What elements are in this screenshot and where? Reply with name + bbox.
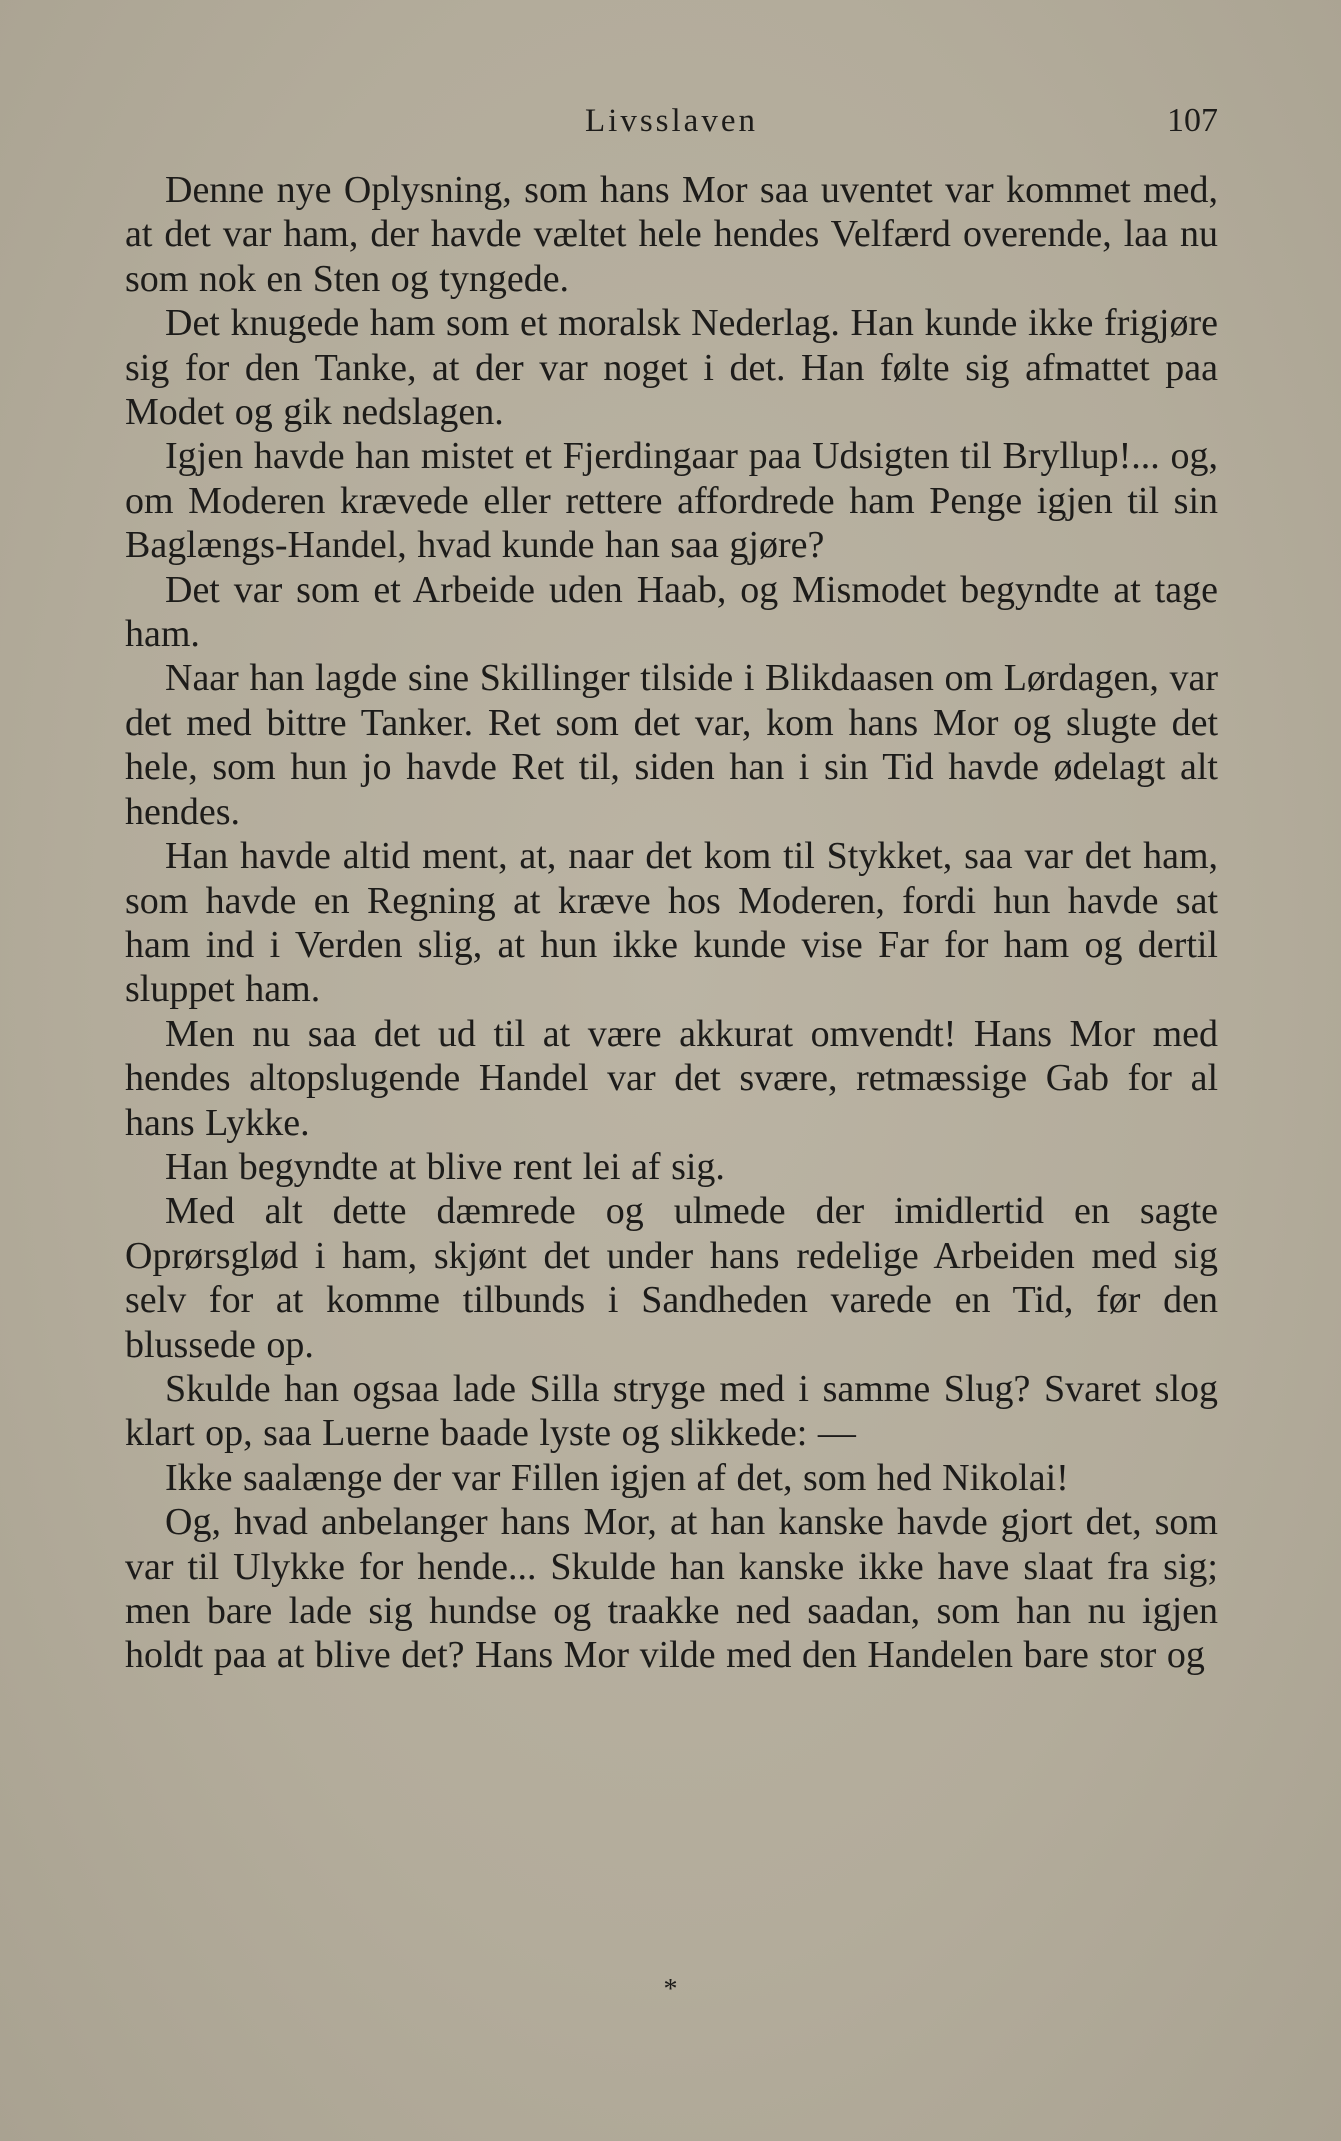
- paragraph: Men nu saa det ud til at være akkurat omvendt! Hans Mor med hendes altopslugende Handel var det svære, retmæssige Gab for al hans Lykke.: [125, 1012, 1218, 1144]
- paragraph: Denne nye Oplysning, som hans Mor saa uventet var kommet med, at det var ham, der havde væltet hele hendes Velfærd overende, laa nu som nok en Sten og tyngede.: [125, 169, 1218, 300]
- signature-mark: *: [663, 1974, 678, 2005]
- running-title: Livsslaven: [585, 103, 758, 139]
- paragraph: Han havde altid ment, at, naar det kom til Stykket, saa var det ham, som havde en Regning at kræve hos Moderen, fordi hun havde sat ham ind i Verden slig, at hun ikke kunde vise Far for ham og dertil sluppet ham.: [125, 835, 1218, 1011]
- paragraph: Det knugede ham som et moralsk Nederlag. Han kunde ikke frigjøre sig for den Tanke, at der var noget i det. Han følte sig afmattet paa Modet og gik nedslagen.: [125, 302, 1218, 434]
- paragraph: Han begyndte at blive rent lei af sig.: [165, 1145, 725, 1188]
- paragraph: Det var som et Arbeide uden Haab, og Mismodet begyndte at tage ham.: [125, 568, 1218, 656]
- paragraph: Naar han lagde sine Skillinger tilside i Blikdaasen om Lørdagen, var det med bittre Tanker. Ret som det var, kom hans Mor og slugte det hele, som hun jo havde Ret til, siden han i sin Tid havde ødelagt alt hendes.: [125, 657, 1218, 833]
- paragraph: Skulde han ogsaa lade Silla stryge med i samme Slug? Svaret slog klart op, saa Luerne baade lyste og slikkede: —: [125, 1367, 1218, 1455]
- page-number: 107: [1167, 102, 1218, 139]
- paragraph: Og, hvad anbelanger hans Mor, at han kanske havde gjort det, som var til Ulykke for hende... Skulde han kanske ikke have slaat fra sig; men bare lade sig hundse og traakke ned saadan, som han nu igjen holdt paa at blive det? Hans Mor vilde med den Handelen bare stor og: [125, 1501, 1218, 1677]
- paragraph: Med alt dette dæmrede og ulmede der imidlertid en sagte Oprørsglød i ham, skjønt det under hans redelige Arbeiden med sig selv for at komme tilbunds i Sandheden varede en Tid, før den blussede op.: [125, 1190, 1218, 1366]
- text-body: [125, 168, 1218, 1678]
- paragraph: Ikke saalænge der var Fillen igjen af det, som hed Nikolai!: [165, 1456, 1069, 1499]
- paragraph: Igjen havde han mistet et Fjerdingaar paa Udsigten til Bryllup!... og, om Moderen krævede eller rettere affordrede ham Penge igjen til sin Baglængs-Handel, hvad kunde han saa gjøre?: [125, 435, 1218, 567]
- running-head: [125, 96, 1218, 146]
